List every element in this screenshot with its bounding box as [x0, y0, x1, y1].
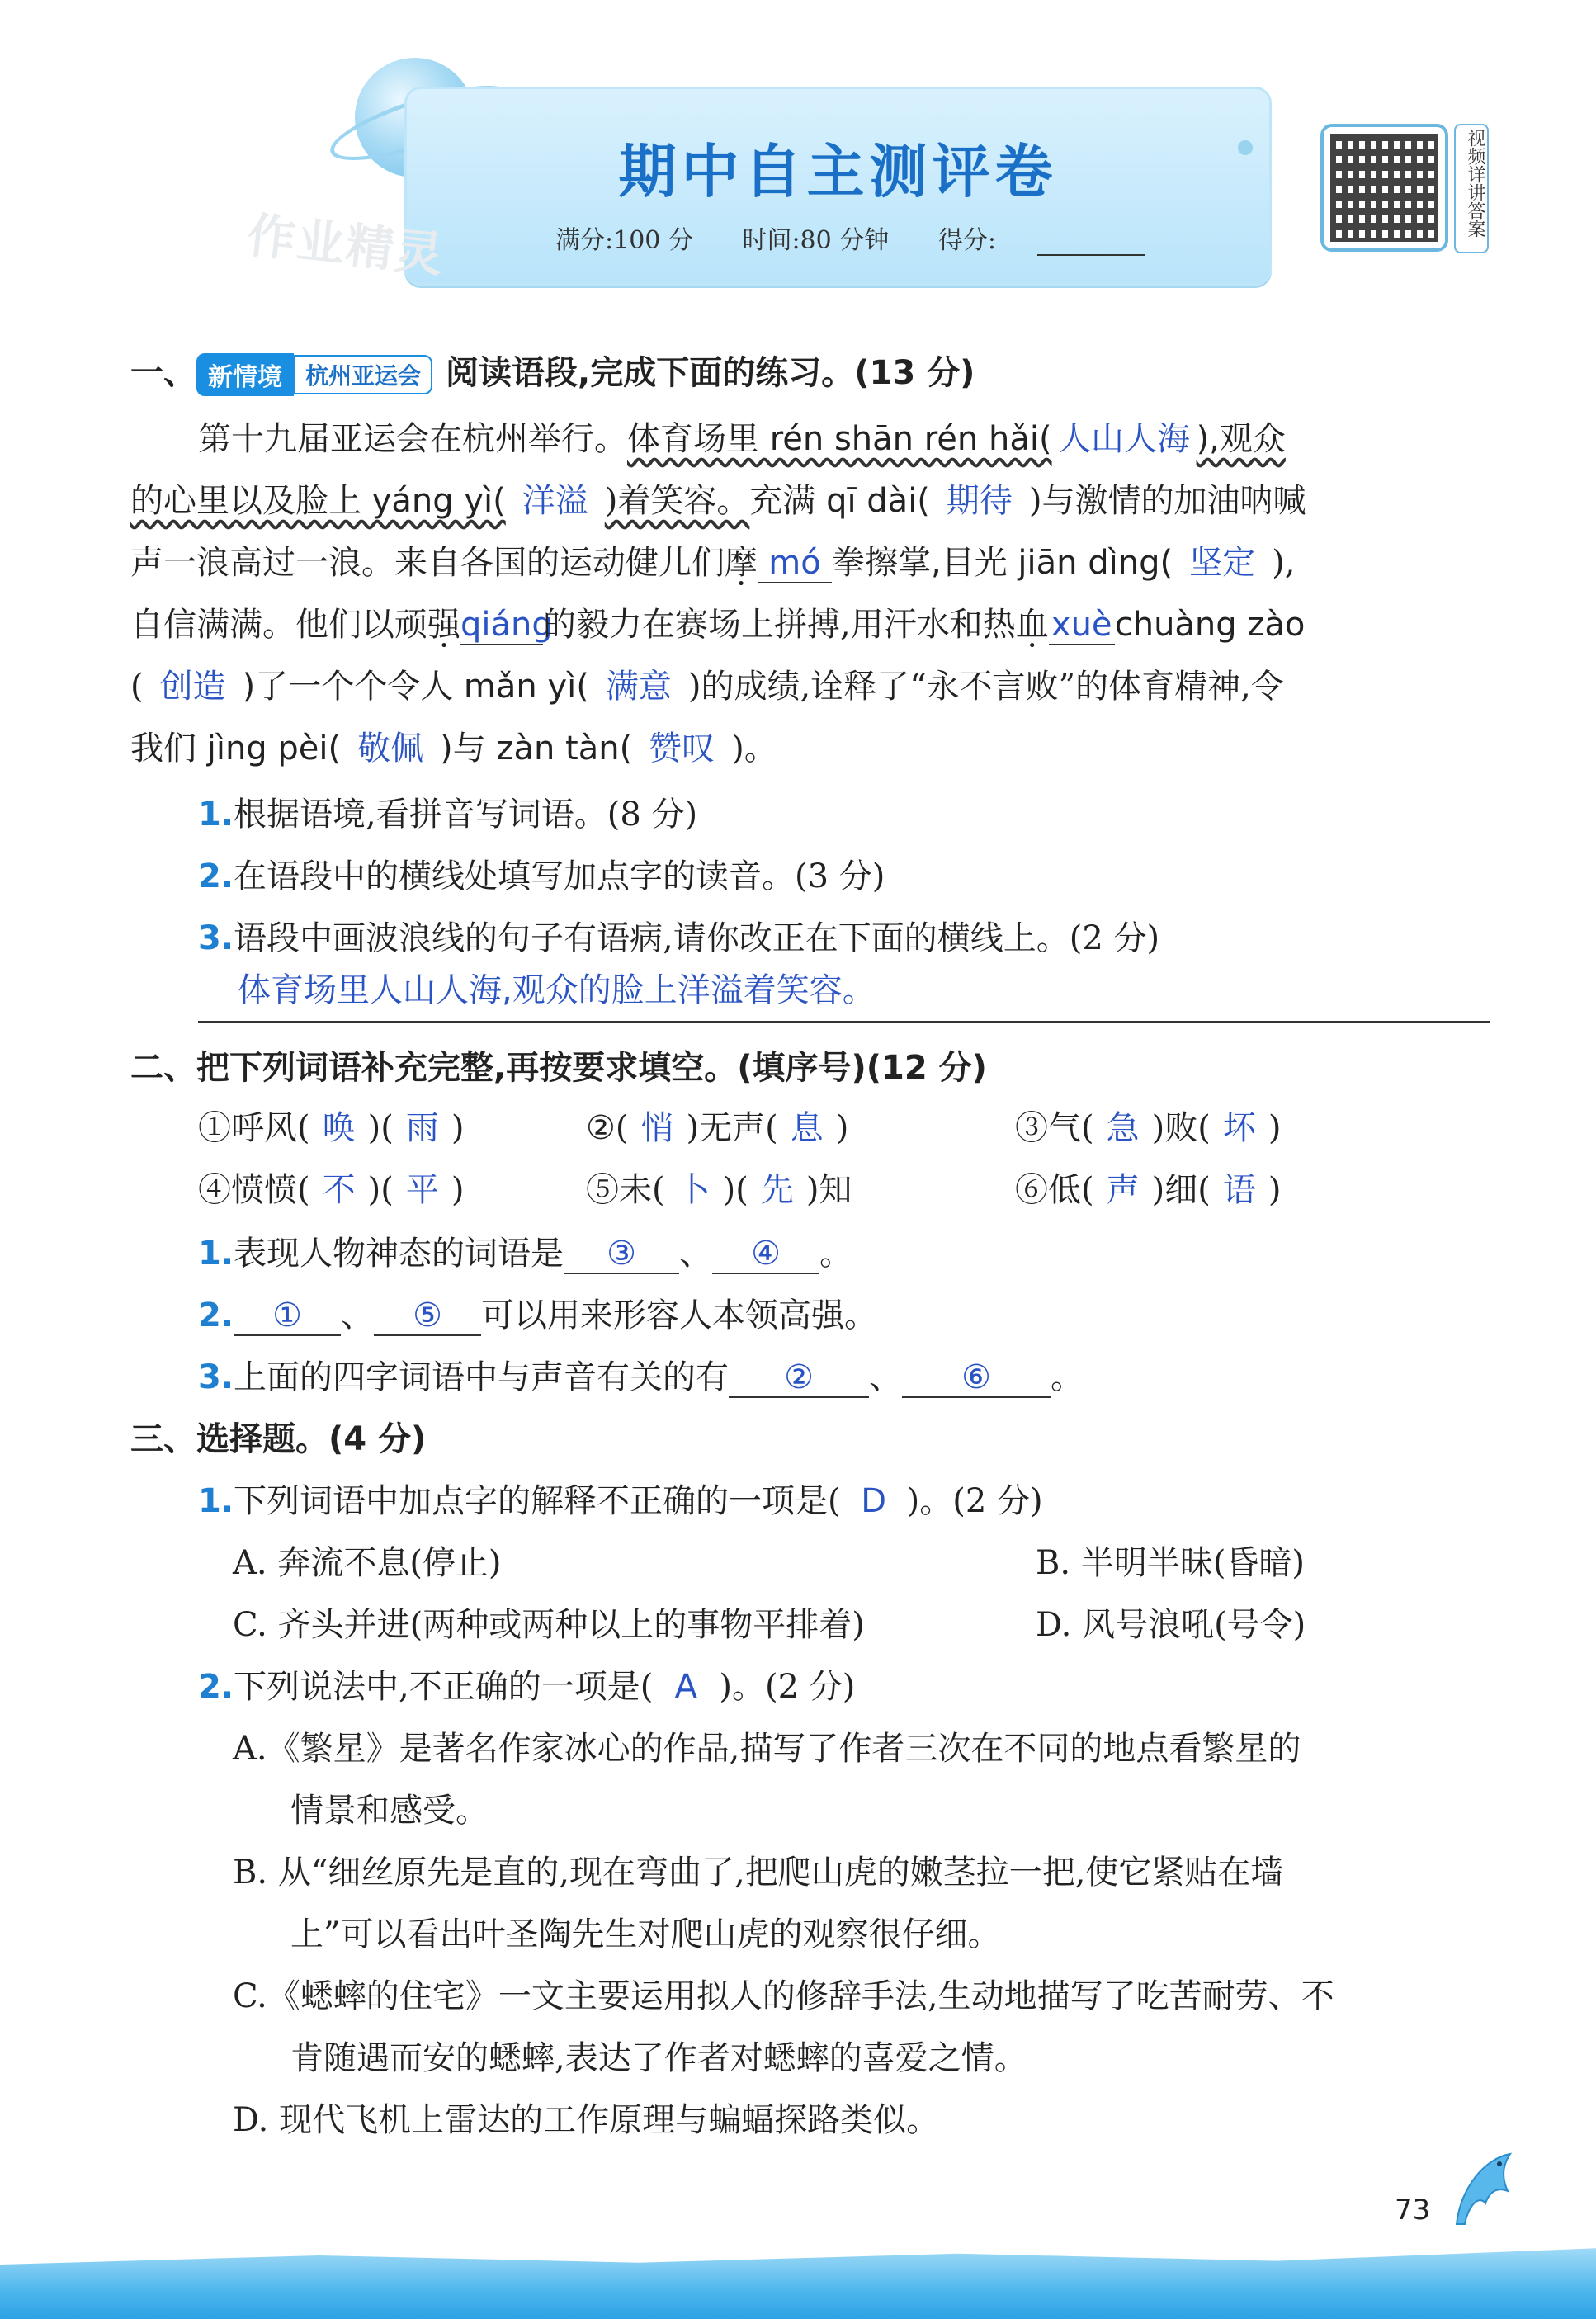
qr-code-icon[interactable]: [1320, 124, 1448, 252]
idiom-row-1: [198, 1102, 1281, 1149]
q2-option-a-line1: A.《繁星》是著名作家冰心的作品,描写了作者三次在不同的地点看繁星的: [233, 1730, 1301, 1768]
context-tag: 杭州亚运会: [294, 355, 432, 394]
s1-question-1: 1.根据语境,看拼音写词语。(8 分): [198, 796, 698, 834]
q2-option-d-line1: D. 现代飞机上雷达的工作原理与蝙蝠探路类似。: [233, 2101, 940, 2139]
dolphin-icon: [1440, 2146, 1523, 2236]
s1-question-3: 3.语段中画波浪线的句子有语病,请你改正在下面的横线上。(2 分): [198, 919, 1160, 957]
qr-label: 视频详讲答案: [1454, 124, 1489, 253]
q2-option-a-line2: 情景和感受。: [290, 1792, 489, 1830]
option-d: D. 风号浪吼(号令): [1036, 1606, 1306, 1644]
s2-question-2: 2. ① 、 ⑤ 可以用来形容人本领高强。: [198, 1296, 878, 1334]
idiom-4: ④愤愤( 不 )( 平 ): [198, 1171, 465, 1209]
s2-question-1: 1.表现人物神态的词语是 ③ 、 ④ 。: [198, 1235, 853, 1273]
section2-heading: 二、把下列词语补充完整,再按要求填空。(填序号)(12 分): [130, 1049, 987, 1087]
s3-question-1: 1.下列词语中加点字的解释不正确的一项是( D )。(2 分): [198, 1482, 1043, 1520]
idiom-1: ①呼风( 唤 )( 雨 ): [198, 1109, 465, 1147]
watermark-logo: 作业精灵: [244, 206, 448, 284]
idiom-5: ⑤未( 卜 )( 先 )知: [586, 1171, 852, 1209]
passage-line-1: 第十九届亚运会在杭州举行。体育场里 rén shān rén hǎi( 人山人海 ),观众: [198, 420, 1286, 458]
section1-heading: 一、 新情境 杭州亚运会 阅读语段,完成下面的练习。(13 分): [130, 347, 975, 396]
s1-question-3-answer: 体育场里人山人海,观众的脸上洋溢着笑容。: [238, 971, 876, 1009]
passage-line-3: 声一浪高过一浪。来自各国的运动健儿们摩 mó 拳擦掌,目光 jiān dìng( 坚定 ),: [130, 544, 1296, 582]
new-context-tag: 新情境: [196, 353, 294, 396]
idiom-row-2: [198, 1164, 1281, 1211]
q2-option-c-line2: 肯随遇而安的蟋蟀,表达了作者对蟋蟀的喜爱之情。: [290, 2039, 1027, 2077]
passage-line-4: 自信满满。他们以顽强qiáng的毅力在赛场上拼搏,用汗水和热血xuèchuàng zào: [130, 606, 1306, 644]
idiom-3: ③气( 急 )败( 坏 ): [1015, 1109, 1282, 1147]
banner-dot: [1238, 140, 1253, 155]
section3-heading: 三、选择题。(4 分): [130, 1420, 427, 1458]
answer-line: [198, 1021, 1490, 1023]
q2-option-c-line1: C.《蟋蟀的住宅》一文主要运用拟人的修辞手法,生动地描写了吃苦耐劳、不: [233, 1977, 1334, 2015]
full-score: 满分:100 分: [555, 226, 693, 255]
passage-line-6: 我们 jìng pèi( 敬佩 )与 zàn tàn( 赞叹 )。: [130, 730, 777, 767]
s1-question-2: 2.在语段中的横线处填写加点字的读音。(3 分): [198, 857, 885, 895]
option-a: A. 奔流不息(停止): [233, 1544, 502, 1582]
q2-option-b-line2: 上”可以看出叶圣陶先生对爬山虎的观察很仔细。: [290, 1915, 1001, 1953]
idiom-6: ⑥低( 声 )细( 语 ): [1015, 1171, 1282, 1209]
exam-meta: [555, 220, 1227, 256]
time-limit: 时间:80 分钟: [742, 226, 890, 255]
idiom-2: ②( 悄 )无声( 息 ): [586, 1109, 849, 1147]
q2-option-b-line1: B. 从“细丝原先是直的,现在弯曲了,把爬山虎的嫩茎拉一把,使它紧贴在墙: [233, 1854, 1284, 1892]
page-number: 73: [1395, 2194, 1431, 2227]
footer-wave: [0, 2228, 1596, 2319]
s3-question-2: 2.下列说法中,不正确的一项是( A )。(2 分): [198, 1668, 856, 1706]
passage-line-5: ( 创造 )了一个个令人 mǎn yì( 满意 )的成绩,诠释了“永不言败”的体育精神,令: [130, 668, 1284, 706]
s2-question-3: 3.上面的四字词语中与声音有关的有 ② 、 ⑥ 。: [198, 1358, 1084, 1396]
score-field: 得分:: [938, 226, 1186, 255]
option-c: C. 齐头并进(两种或两种以上的事物平排着): [233, 1606, 865, 1644]
option-b: B. 半明半昧(昏暗): [1036, 1544, 1306, 1582]
title-banner: [404, 87, 1272, 286]
passage-line-2: 的心里以及脸上 yáng yì( 洋溢 )着笑容。充满 qī dài( 期待 )与激情的加油呐喊: [130, 482, 1306, 520]
page-title: 期中自主测评卷: [618, 138, 1058, 205]
